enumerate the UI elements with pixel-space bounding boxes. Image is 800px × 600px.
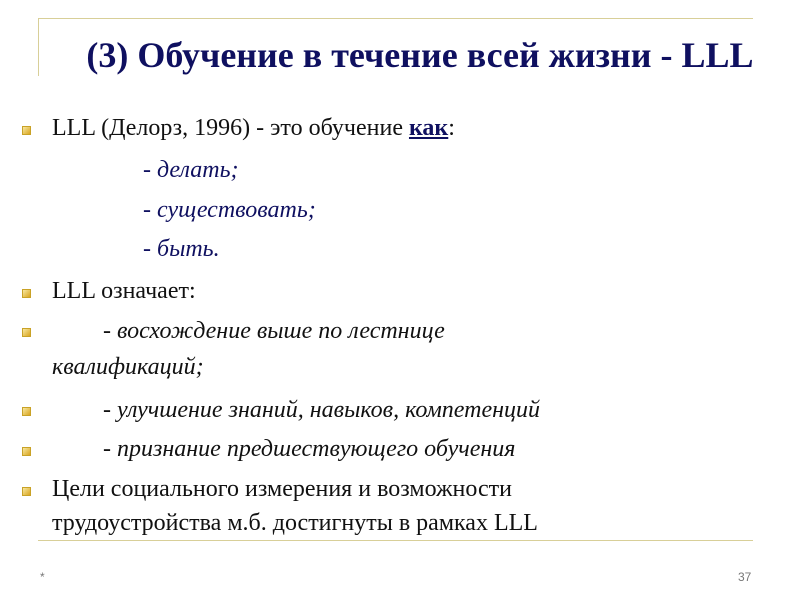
emphasis-word: как (408, 115, 449, 141)
bottom-rule (38, 540, 753, 541)
bullet-square-icon (22, 487, 31, 496)
bullet-square-icon (22, 328, 31, 337)
footer-mark: * (40, 570, 45, 584)
top-rule (38, 18, 753, 19)
bullet-square-icon (22, 407, 31, 416)
list-item: Цели социального измерения и возможности (52, 476, 512, 502)
list-item: - восхождение выше по лестнице (103, 318, 445, 344)
slide-title: (3) Обучение в течение всей жизни - LLL (86, 35, 754, 75)
sub-item: - существовать; (143, 197, 316, 223)
list-item-continuation: квалификаций; (52, 354, 204, 380)
left-rule (38, 18, 39, 76)
item-suffix: : (448, 115, 455, 141)
page-number: 37 (738, 570, 752, 584)
bullet-square-icon (22, 447, 31, 456)
list-item (52, 113, 455, 143)
bullet-square-icon (22, 126, 31, 135)
list-item: LLL означает: (52, 278, 196, 304)
list-item: - признание предшествующего обучения (103, 436, 516, 462)
sub-item: - делать; (143, 157, 239, 183)
bullet-square-icon (22, 289, 31, 298)
item-text: LLL (Делорз, 1996) - это обучение (52, 115, 409, 141)
sub-item: - быть. (143, 236, 220, 262)
list-item: - улучшение знаний, навыков, компетенций (103, 397, 541, 423)
list-item-continuation: трудоустройства м.б. достигнуты в рамках LLL (52, 510, 538, 536)
